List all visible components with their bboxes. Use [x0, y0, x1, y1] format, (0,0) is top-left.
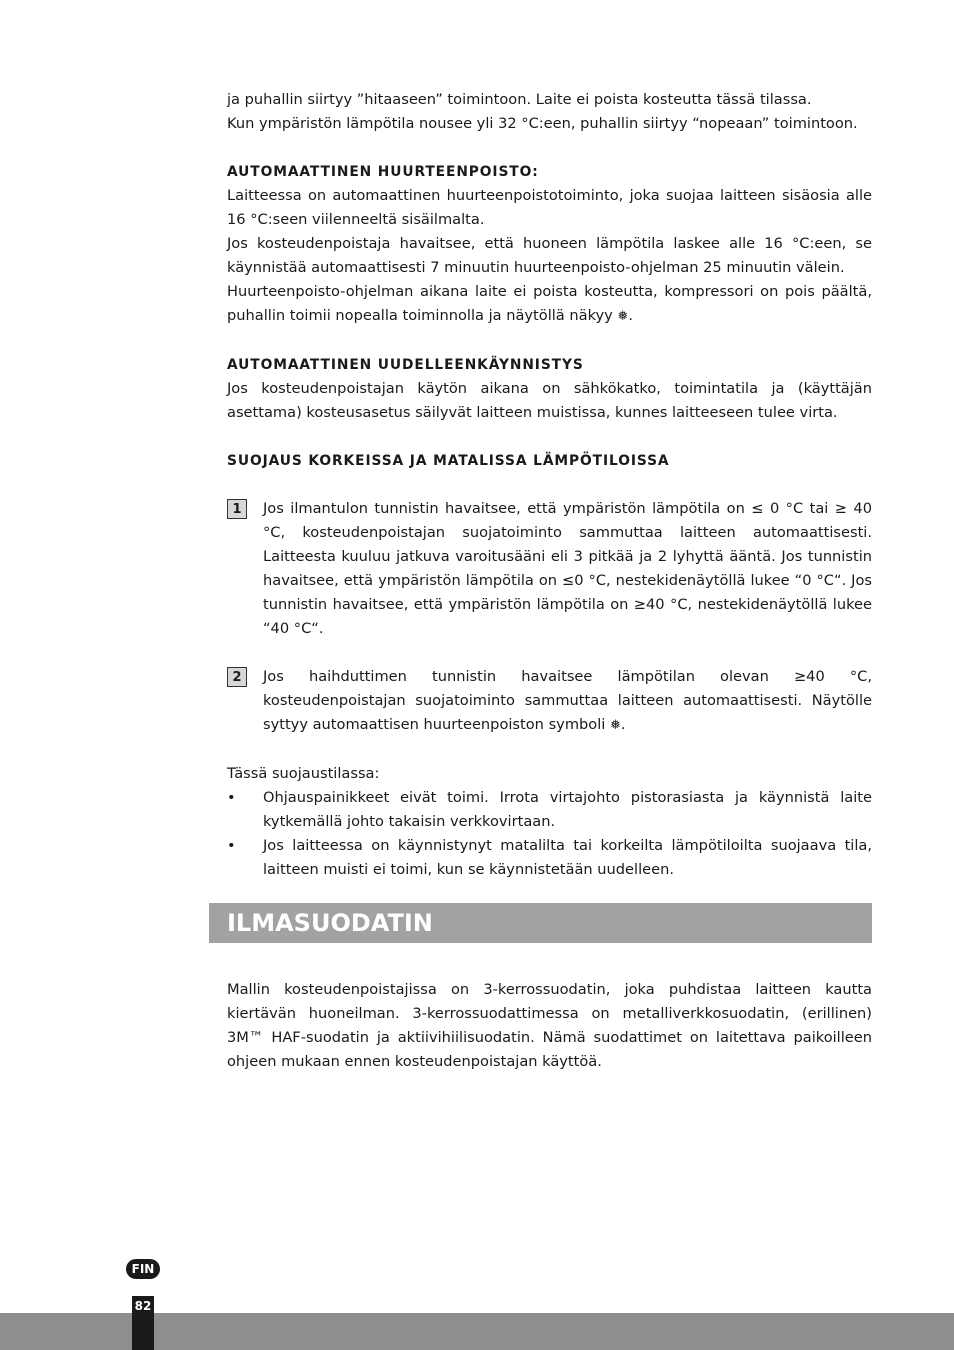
protection-item-2 [227, 665, 872, 738]
defrost-symbol-icon: ❅ [617, 309, 629, 324]
protection-item-1 [227, 497, 872, 641]
air-filter-content [227, 978, 872, 1074]
protection-mode-intro: Tässä suojaustilassa: [227, 765, 380, 782]
bullet-item [227, 834, 872, 882]
defrost-symbol-icon: ❅ [609, 718, 621, 733]
bullet-item [227, 786, 872, 834]
defrost-paragraph-3: Huurteenpoisto-ohjelman aikana laite ei poista kosteutta, kompressori on pois päältä, puhallin toimii nopealla toiminnolla ja näytöllä näkyy ❅. [227, 283, 872, 324]
bullet-icon: • [227, 789, 236, 806]
bullet-text: Jos laitteessa on käynnistynyt matalilta tai korkeilta lämpötiloilta suojaava tila, laitteen muisti ei toimi, kun se käynnistetään uudelleen. [263, 837, 872, 878]
language-badge: FIN [126, 1259, 160, 1279]
defrost-paragraph-2: Jos kosteudenpoistaja havaitsee, että huoneen lämpötila laskee alle 16 °C:een, se käynnistää automaattisesti 7 minuutin huurteenpoisto-ohjelman 25 minuutin välein. [227, 235, 872, 276]
air-filter-paragraph: Mallin kosteudenpoistajissa on 3-kerrossuodatin, joka puhdistaa laitteen kautta kiertävän huoneilman. 3-kerrossuodattimessa on metalliverkkosuodatin, (erillinen) 3M™ HAF-suodatin ja aktiivihiilisuodatin. Nämä suodattimet on laitettava paikoilleen ohjeen mukaan ennen kosteudenpoistajan käyttöä. [227, 981, 872, 1070]
protection-item-2-text: Jos haihduttimen tunnistin havaitsee lämpötilan olevan ≥40 °C, kosteudenpoistajan suojatoiminto sammuttaa laitteen automaattisesti. Näytölle syttyy automaattisen huurteenpoiston symboli ❅. [263, 668, 872, 733]
page-number: 82 [132, 1296, 154, 1350]
intro-line-1: ja puhallin siirtyy ”hitaaseen” toimintoon. Laite ei poista kosteutta tässä tilassa. [227, 91, 812, 108]
number-badge-1: 1 [227, 499, 247, 519]
number-badge-2: 2 [227, 667, 247, 687]
protection-heading: SUOJAUS KORKEISSA JA MATALISSA LÄMPÖTILOISSA [227, 453, 670, 469]
section-title: ILMASUODATIN [227, 909, 433, 937]
section-banner [209, 903, 872, 943]
restart-paragraph: Jos kosteudenpoistajan käytön aikana on sähkökatko, toimintatila ja (käyttäjän asettama) kosteusasetus säilyvät laitteen muistissa, kunnes laitteeseen tulee virta. [227, 380, 872, 421]
bullet-text: Ohjauspainikkeet eivät toimi. Irrota virtajohto pistorasiasta ja käynnistä laite kytkemällä johto takaisin verkkovirtaan. [263, 789, 872, 830]
main-content [227, 88, 872, 882]
defrost-heading: AUTOMAATTINEN HUURTEENPOISTO: [227, 164, 539, 180]
intro-line-2: Kun ympäristön lämpötila nousee yli 32 °C:een, puhallin siirtyy “nopeaan” toimintoon. [227, 115, 858, 132]
protection-item-1-text: Jos ilmantulon tunnistin havaitsee, että ympäristön lämpötila on ≤ 0 °C tai ≥ 40 °C, kosteudenpoistajan suojatoiminto sammuttaa laitteen automaattisesti. Laitteesta kuuluu jatkuva varoitusääni eli 3 pitkää ja 2 lyhyttä ääntä. Jos tunnistin havaitsee, että ympäristön lämpötila on ≤0 °C, nestekidenäytöllä lukee “0 °C“. Jos tunnistin havaitsee, että ympäristön lämpötila on ≥40 °C, nestekidenäytöllä lukee “40 °C“. [263, 500, 872, 637]
bullet-icon: • [227, 837, 236, 854]
restart-heading: AUTOMAATTINEN UUDELLEENKÄYNNISTYS [227, 357, 584, 373]
defrost-paragraph-1: Laitteessa on automaattinen huurteenpoistotoiminto, joka suojaa laitteen sisäosia alle 16 °C:seen viilenneeltä sisäilmalta. [227, 187, 872, 228]
